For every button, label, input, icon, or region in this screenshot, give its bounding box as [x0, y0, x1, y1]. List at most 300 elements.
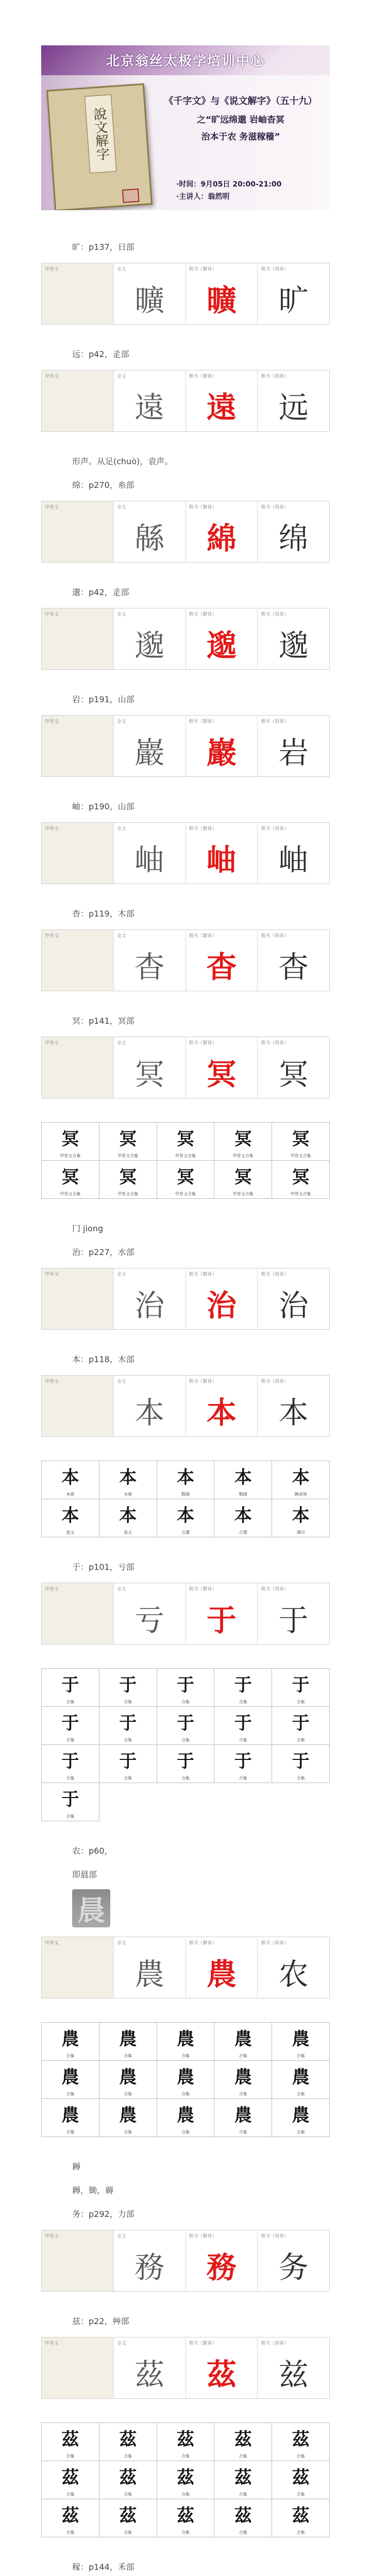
character-table	[41, 1037, 330, 1098]
character-cell	[42, 1376, 114, 1436]
character-table	[41, 2337, 330, 2399]
ancient-form-cell	[272, 1499, 330, 1537]
ancient-form-cell	[42, 2423, 99, 2461]
ancient-glyph: 農	[292, 2105, 310, 2126]
ancient-form-cell	[214, 2499, 272, 2537]
ancient-caption: 甲骨文合集	[117, 1154, 139, 1158]
cell-header: 楷书（简体）	[261, 1941, 289, 1946]
character-glyph: 遠	[206, 390, 237, 425]
ancient-glyph: 茲	[61, 2429, 79, 2450]
section-heading: 远：p42，辵部	[72, 349, 129, 359]
ancient-glyph: 茲	[119, 2467, 137, 2488]
ancient-caption: 古璽	[239, 1530, 247, 1535]
ancient-form-cell	[157, 2099, 215, 2137]
section-heading: 邈：p42，辵部	[72, 587, 129, 597]
ancient-caption: 合集	[239, 2092, 247, 2096]
ancient-form-cell	[214, 2023, 272, 2061]
ancient-form-cell	[272, 2461, 330, 2499]
ancient-caption: 合集	[239, 1776, 247, 1781]
ancient-form-cell	[214, 1707, 272, 1745]
ancient-glyph: 茲	[292, 2505, 310, 2526]
character-cell	[114, 370, 186, 431]
ancient-glyph: 本	[292, 1505, 310, 1526]
ancient-form-cell	[214, 1461, 272, 1499]
ancient-glyph: 茲	[119, 2505, 137, 2526]
ancient-glyph: 茲	[176, 2505, 194, 2526]
character-glyph: 曠	[134, 283, 165, 318]
ancient-form-cell	[99, 1499, 157, 1537]
character-cell	[258, 1583, 329, 1644]
ancient-form-cell	[272, 1461, 330, 1499]
ancient-glyph: 農	[234, 2105, 252, 2126]
ancient-caption: 說文	[66, 1530, 75, 1535]
character-glyph	[42, 382, 113, 428]
ancient-caption: 甲骨文合集	[232, 1154, 254, 1158]
cell-header: 楷书（简体）	[261, 612, 289, 617]
character-glyph	[42, 620, 113, 666]
ancient-form-cell	[272, 1707, 330, 1745]
ancient-form-cell	[99, 2061, 157, 2099]
ancient-caption: 合集	[124, 2492, 132, 2497]
ancient-forms-grid	[41, 2422, 330, 2537]
ancient-form-cell	[272, 2099, 330, 2137]
character-glyph: 茲	[134, 2357, 165, 2392]
banner-title: 北京翁丝太极学培训中心	[106, 54, 265, 69]
character-glyph: 遠	[134, 390, 165, 425]
character-cell	[258, 716, 329, 776]
ancient-caption: 合集	[124, 2092, 132, 2096]
character-cell	[258, 823, 329, 884]
ancient-caption: 合集	[181, 1700, 190, 1704]
ancient-form-cell	[272, 1161, 330, 1199]
cell-header: 楷书（简体）	[261, 267, 289, 272]
cell-header: 甲骨文	[45, 374, 59, 379]
character-glyph: 邈	[134, 628, 165, 663]
character-cell	[258, 608, 329, 669]
ancient-form-cell	[99, 1461, 157, 1499]
ancient-caption: 合集	[124, 2130, 132, 2134]
book-label: 說文解字	[85, 94, 116, 173]
character-cell	[42, 2230, 114, 2291]
ancient-caption: 合集	[296, 2130, 305, 2134]
ancient-glyph: 冥	[176, 1167, 194, 1188]
ancient-glyph: 于	[234, 1751, 252, 1772]
ancient-caption: 合集	[181, 2054, 190, 2058]
character-cell	[114, 501, 186, 562]
ancient-caption: 漢印	[296, 1530, 305, 1535]
cell-header: 楷书（简体）	[261, 826, 289, 832]
ancient-caption: 合集	[296, 1738, 305, 1742]
ancient-glyph: 農	[119, 2105, 137, 2126]
character-cell	[186, 823, 258, 884]
ancient-caption: 合集	[181, 1738, 190, 1742]
character-table	[41, 929, 330, 991]
ancient-caption: 合集	[239, 2054, 247, 2058]
ancient-caption: 合集	[239, 2130, 247, 2134]
ancient-form-cell	[157, 1669, 215, 1707]
ancient-glyph: 于	[61, 1713, 79, 1734]
ancient-caption: 古璽	[181, 1530, 190, 1535]
ancient-glyph: 冥	[176, 1129, 194, 1149]
ancient-glyph: 本	[292, 1467, 310, 1488]
ancient-glyph: 本	[234, 1467, 252, 1488]
cell-header: 楷书（繁体）	[189, 1587, 217, 1592]
ancient-form-cell	[99, 2499, 157, 2537]
ancient-caption: 合集	[181, 2492, 190, 2497]
cell-header: 楷书（简体）	[261, 934, 289, 939]
section-heading: 本：p118，木部	[72, 1354, 134, 1364]
character-cell	[114, 823, 186, 884]
character-cell	[258, 370, 329, 431]
character-glyph	[42, 727, 113, 773]
cell-header: 甲骨文	[45, 934, 59, 939]
character-cell	[42, 823, 114, 884]
character-glyph: 本	[134, 1395, 165, 1430]
ancient-glyph: 于	[119, 1713, 137, 1734]
cell-header: 楷书（简体）	[261, 719, 289, 724]
ancient-form-cell	[214, 2099, 272, 2137]
ancient-form-cell	[42, 2023, 99, 2061]
ancient-form-cell	[42, 1499, 99, 1537]
character-glyph	[42, 513, 113, 559]
ancient-glyph: 于	[234, 1713, 252, 1734]
cell-header: 金文	[116, 505, 126, 510]
ancient-glyph: 于	[176, 1675, 194, 1696]
character-cell	[42, 263, 114, 324]
character-glyph: 冥	[206, 1057, 237, 1092]
cell-header: 甲骨文	[45, 1587, 59, 1592]
ancient-glyph: 冥	[292, 1129, 310, 1149]
ancient-glyph: 冥	[292, 1167, 310, 1188]
ancient-glyph: 冥	[234, 1167, 252, 1188]
ancient-form-cell	[42, 1745, 99, 1783]
ancient-caption: 合集	[66, 2092, 75, 2096]
character-cell	[186, 501, 258, 562]
ancient-glyph: 本	[234, 1505, 252, 1526]
section-subheading: 即晨部	[72, 1870, 97, 1879]
ancient-caption: 合集	[239, 1700, 247, 1704]
character-cell	[114, 2337, 186, 2398]
ancient-form-cell	[157, 1461, 215, 1499]
ancient-form-cell	[214, 2461, 272, 2499]
ancient-caption: 合集	[124, 1738, 132, 1742]
cell-header: 甲骨文	[45, 267, 59, 272]
character-glyph: 冥	[278, 1057, 309, 1092]
cell-header: 金文	[116, 1941, 126, 1946]
character-cell	[186, 370, 258, 431]
character-glyph: 巖	[134, 735, 165, 770]
ancient-caption: 合集	[296, 2454, 305, 2459]
seal-stamp	[122, 189, 140, 203]
cell-header: 楷书（繁体）	[189, 505, 217, 510]
ancient-form-cell	[214, 1669, 272, 1707]
character-cell	[114, 1937, 186, 1998]
ancient-glyph: 于	[61, 1789, 79, 1810]
cell-header: 金文	[116, 1041, 126, 1046]
character-cell	[258, 263, 329, 324]
character-glyph	[42, 1048, 113, 1095]
section-heading: 杳：p119，木部	[72, 909, 134, 919]
ancient-glyph: 農	[234, 2029, 252, 2049]
character-glyph: 于	[206, 1603, 237, 1638]
character-glyph: 旷	[278, 283, 309, 318]
ancient-caption: 合集	[66, 2130, 75, 2134]
character-cell	[114, 716, 186, 776]
ancient-glyph: 冥	[119, 1167, 137, 1188]
cell-header: 甲骨文	[45, 1379, 59, 1384]
ancient-glyph: 于	[61, 1675, 79, 1696]
character-glyph: 冥	[134, 1057, 165, 1092]
ancient-glyph: 農	[176, 2029, 194, 2049]
ancient-caption: 本鼎	[66, 1492, 75, 1497]
character-cell	[258, 2230, 329, 2291]
section-note: 耨	[72, 2162, 81, 2172]
ancient-form-cell	[214, 1123, 272, 1161]
cell-header: 金文	[116, 934, 126, 939]
ancient-caption: 合集	[296, 1776, 305, 1781]
cell-header: 楷书（简体）	[261, 1587, 289, 1592]
ancient-glyph: 本	[176, 1467, 194, 1488]
ancient-form-cell	[42, 1783, 99, 1821]
character-cell	[42, 1583, 114, 1644]
lecture-banner	[41, 45, 330, 210]
ancient-caption: 合集	[239, 2530, 247, 2535]
cell-header: 楷书（简体）	[261, 1272, 289, 1277]
character-glyph: 务	[278, 2250, 309, 2285]
cell-header: 楷书（简体）	[261, 1041, 289, 1046]
character-table	[41, 1583, 330, 1645]
cell-header: 金文	[116, 1587, 126, 1592]
ancient-caption: 合集	[66, 2054, 75, 2058]
ancient-caption: 合集	[66, 1814, 75, 1819]
character-glyph: 于	[278, 1603, 309, 1638]
cell-header: 楷书（简体）	[261, 2341, 289, 2346]
ancient-glyph: 于	[234, 1675, 252, 1696]
ancient-caption: 合集	[124, 1700, 132, 1704]
banner-body	[41, 75, 330, 210]
ancient-glyph: 茲	[61, 2505, 79, 2526]
cell-header: 金文	[116, 2234, 126, 2239]
cell-header: 甲骨文	[45, 1041, 59, 1046]
cell-header: 金文	[116, 826, 126, 832]
cell-header: 楷书（繁体）	[189, 934, 217, 939]
section-heading: 稼：p144，禾部	[72, 2562, 134, 2572]
character-glyph: 曠	[206, 283, 237, 318]
character-glyph	[42, 2349, 113, 2395]
character-cell	[114, 2230, 186, 2291]
cell-header: 甲骨文	[45, 2234, 59, 2239]
character-glyph: 农	[278, 1957, 309, 1992]
ancient-form-cell	[272, 1669, 330, 1707]
ancient-form-cell	[42, 2061, 99, 2099]
character-glyph: 本	[206, 1395, 237, 1430]
character-glyph	[42, 1280, 113, 1326]
character-glyph	[42, 1948, 113, 1995]
character-glyph: 岫	[134, 842, 165, 877]
ancient-caption: 甲骨文合集	[290, 1192, 311, 1196]
character-glyph: 農	[206, 1957, 237, 1992]
ancient-form-cell	[99, 2461, 157, 2499]
character-cell	[114, 1583, 186, 1644]
banner-line1: 《千字文》与《说文解字》（五十九）	[164, 96, 317, 107]
character-glyph: 亏	[134, 1603, 165, 1638]
ancient-glyph: 本	[61, 1467, 79, 1488]
ancient-glyph: 茲	[292, 2429, 310, 2450]
ancient-form-cell	[157, 2423, 215, 2461]
ancient-form-cell	[157, 1499, 215, 1537]
character-glyph: 綿	[206, 521, 237, 556]
cell-header: 金文	[116, 719, 126, 724]
character-cell	[114, 608, 186, 669]
character-cell	[114, 1037, 186, 1098]
ancient-forms-grid	[41, 1668, 330, 1821]
ancient-form-cell	[157, 1707, 215, 1745]
ancient-form-cell	[99, 1669, 157, 1707]
ancient-form-cell	[99, 1161, 157, 1199]
character-glyph	[42, 834, 113, 880]
character-table	[41, 2230, 330, 2292]
ancient-caption: 甲骨文合集	[117, 1192, 139, 1196]
ancient-caption: 睡虎地	[294, 1492, 307, 1497]
character-cell	[258, 1937, 329, 1998]
ancient-form-cell	[272, 1123, 330, 1161]
character-cell	[114, 263, 186, 324]
ancient-glyph: 茲	[234, 2505, 252, 2526]
ancient-form-cell	[272, 1745, 330, 1783]
ancient-caption: 甲骨文合集	[290, 1154, 311, 1158]
ancient-glyph: 農	[176, 2105, 194, 2126]
character-glyph	[42, 941, 113, 988]
character-cell	[42, 608, 114, 669]
ancient-glyph: 本	[119, 1467, 137, 1488]
cell-header: 楷书（繁体）	[189, 2341, 217, 2346]
ancient-form-cell	[157, 2461, 215, 2499]
ancient-glyph: 農	[176, 2067, 194, 2088]
character-cell	[114, 930, 186, 991]
section-note: 冂 jiong	[72, 1224, 104, 1233]
character-glyph: 邈	[278, 628, 309, 663]
section-note: 耨，锄，薅	[72, 2185, 114, 2195]
ancient-form-cell	[272, 2061, 330, 2099]
character-glyph: 远	[278, 390, 309, 425]
character-cell	[186, 608, 258, 669]
character-glyph: 巖	[206, 735, 237, 770]
character-cell	[42, 1937, 114, 1998]
ancient-form-cell	[42, 2461, 99, 2499]
ancient-glyph: 茲	[234, 2429, 252, 2450]
character-cell	[114, 1268, 186, 1329]
ancient-caption: 合集	[296, 2530, 305, 2535]
cell-header: 楷书（繁体）	[189, 719, 217, 724]
cell-header: 甲骨文	[45, 1272, 59, 1277]
section-heading: 绵：p270，糸部	[72, 480, 134, 490]
article-page	[0, 45, 371, 2576]
cell-header: 楷书（繁体）	[189, 1272, 217, 1277]
section-heading: 于：p101，亏部	[72, 1562, 134, 1572]
character-cell	[186, 716, 258, 776]
character-cell	[186, 263, 258, 324]
ancient-glyph: 農	[292, 2029, 310, 2049]
banner-time: ·时间：9月05日 20:00-21:00	[176, 180, 282, 189]
ancient-form-cell	[99, 2423, 157, 2461]
ancient-form-cell	[214, 1161, 272, 1199]
ancient-caption: 合集	[296, 2492, 305, 2497]
cell-header: 甲骨文	[45, 826, 59, 832]
cell-header: 楷书（简体）	[261, 505, 289, 510]
section-heading: 冥：p141，冥部	[72, 1016, 134, 1026]
ancient-form-cell	[42, 1123, 99, 1161]
character-table	[41, 715, 330, 777]
character-cell	[186, 930, 258, 991]
ancient-caption: 合集	[239, 1738, 247, 1742]
cell-header: 金文	[116, 2341, 126, 2346]
cell-header: 甲骨文	[45, 505, 59, 510]
ancient-glyph: 農	[292, 2067, 310, 2088]
section-heading: 农：p60，	[72, 1846, 113, 1856]
character-table	[41, 501, 330, 563]
ancient-caption: 合集	[66, 2492, 75, 2497]
ancient-caption: 合集	[181, 2530, 190, 2535]
ancient-glyph: 于	[292, 1713, 310, 1734]
character-cell	[186, 1583, 258, 1644]
ancient-form-cell	[99, 2023, 157, 2061]
section-heading: 务：p292，力部	[72, 2209, 134, 2219]
ancient-glyph: 本	[119, 1505, 137, 1526]
character-cell	[258, 1376, 329, 1436]
character-cell	[42, 370, 114, 431]
character-glyph: 绵	[278, 521, 309, 556]
ancient-glyph: 茲	[176, 2467, 194, 2488]
character-glyph: 杳	[134, 950, 165, 985]
character-glyph: 邈	[206, 628, 237, 663]
cell-header: 甲骨文	[45, 1941, 59, 1946]
ancient-glyph: 于	[176, 1751, 194, 1772]
cell-header: 甲骨文	[45, 2341, 59, 2346]
ancient-caption: 戰國	[239, 1492, 247, 1497]
section-heading: 兹：p22，艸部	[72, 2316, 129, 2326]
ancient-caption: 合集	[296, 2054, 305, 2058]
character-cell	[186, 1037, 258, 1098]
ancient-glyph: 于	[292, 1675, 310, 1696]
character-cell	[42, 501, 114, 562]
cell-header: 楷书（繁体）	[189, 826, 217, 832]
ancient-caption: 合集	[181, 1776, 190, 1781]
ancient-form-cell	[42, 1707, 99, 1745]
cell-header: 楷书（繁体）	[189, 1379, 217, 1384]
ancient-caption: 合集	[124, 2054, 132, 2058]
cell-header: 楷书（繁体）	[189, 374, 217, 379]
seal-character-image: 晨	[72, 1889, 110, 1927]
ancient-glyph: 農	[61, 2029, 79, 2049]
ancient-caption: 合集	[239, 2492, 247, 2497]
character-glyph: 農	[134, 1957, 165, 1992]
ancient-form-cell	[157, 1123, 215, 1161]
banner-heading	[156, 94, 326, 142]
ancient-form-cell	[157, 2061, 215, 2099]
character-table	[41, 1268, 330, 1330]
ancient-form-cell	[99, 1123, 157, 1161]
section-heading: 治：p227，水部	[72, 1247, 134, 1257]
ancient-glyph: 冥	[234, 1129, 252, 1149]
ancient-caption: 甲骨文合集	[175, 1192, 196, 1196]
ancient-caption: 合集	[239, 2454, 247, 2459]
character-table	[41, 822, 330, 884]
character-glyph: 杳	[206, 950, 237, 985]
character-cell	[258, 1037, 329, 1098]
character-glyph: 務	[206, 2250, 237, 2285]
ancient-glyph: 農	[61, 2067, 79, 2088]
ancient-glyph: 冥	[61, 1167, 79, 1188]
